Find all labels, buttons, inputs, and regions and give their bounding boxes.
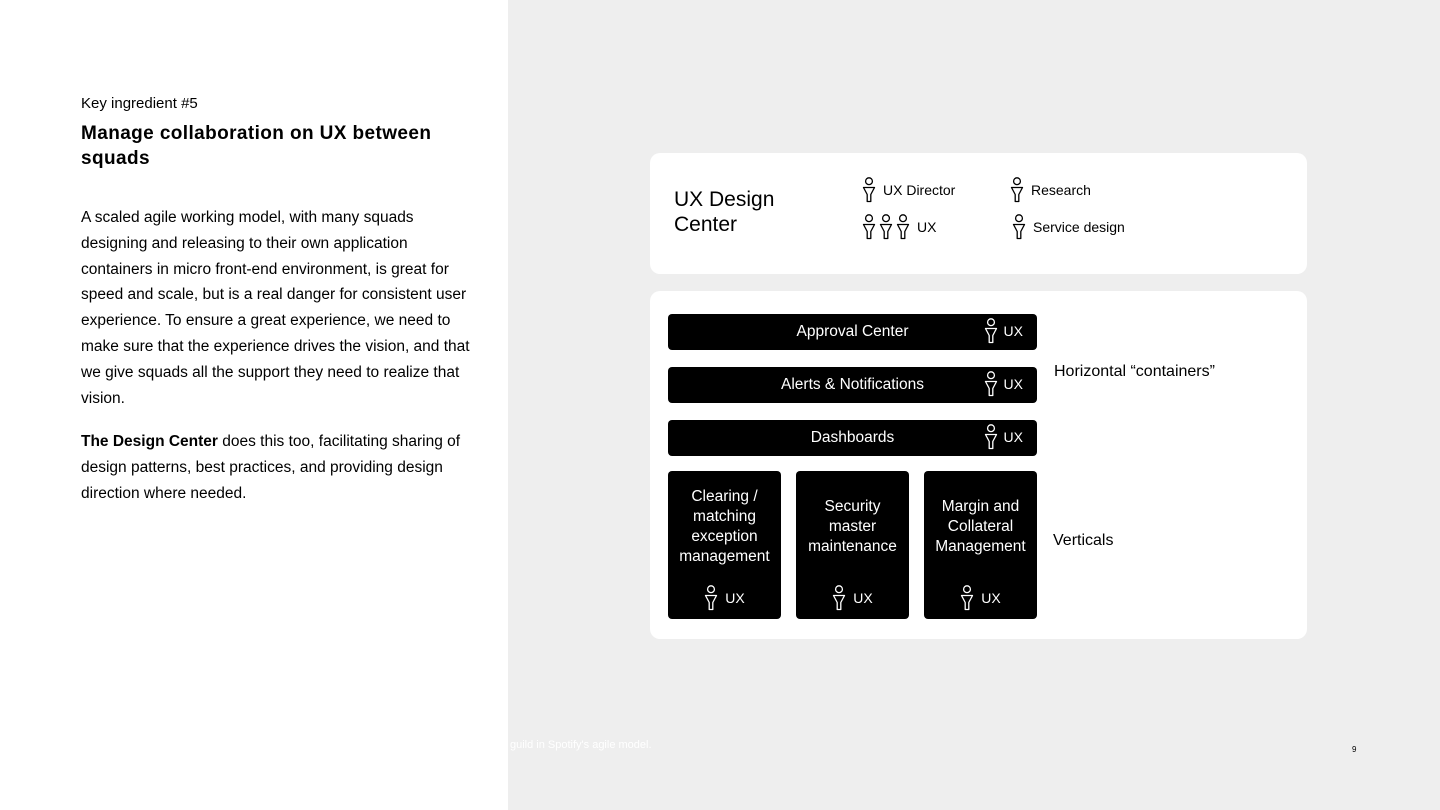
vertical-clearing-matching <box>668 471 781 619</box>
person-icon <box>832 585 846 611</box>
squads-card <box>650 291 1307 639</box>
role-research <box>1010 177 1091 203</box>
left-panel <box>0 0 508 810</box>
design-center-card <box>650 153 1307 274</box>
vertical-label: Margin and Collateral Management <box>935 498 1026 555</box>
role-icons <box>862 177 876 203</box>
person-icon <box>879 214 893 240</box>
role-icons <box>1012 214 1026 240</box>
person-icon <box>1010 177 1024 203</box>
design-center-emphasis: The Design Center <box>81 433 218 450</box>
role-label: Service design <box>1033 219 1125 235</box>
ux-tag-label: UX <box>1003 323 1023 339</box>
person-icon <box>896 214 910 240</box>
person-icon <box>862 177 876 203</box>
ux-tag <box>984 318 1023 344</box>
design-center-title: UX Design Center <box>674 188 775 236</box>
horizontal-container-dashboards <box>668 420 1037 456</box>
body-paragraph-2 <box>81 429 476 506</box>
verticals-label: Verticals <box>1053 532 1114 549</box>
eyebrow-label: Key ingredient #5 <box>81 95 198 112</box>
role-ux-director <box>862 177 955 203</box>
ux-tag-label: UX <box>725 590 745 606</box>
ux-tag <box>984 424 1023 450</box>
footnote: guild in Spotify's agile model. <box>510 739 652 751</box>
horizontal-container-approval-center <box>668 314 1037 350</box>
ux-tag-label: UX <box>853 590 873 606</box>
person-icon <box>984 424 998 450</box>
horizontal-container-alerts-notifications <box>668 367 1037 403</box>
person-icon <box>862 214 876 240</box>
person-icon <box>960 585 974 611</box>
container-label: Alerts & Notifications <box>781 376 924 393</box>
role-label: UX Director <box>883 182 956 198</box>
vertical-margin-collateral <box>924 471 1037 619</box>
person-icon <box>984 371 998 397</box>
ux-tag <box>984 371 1023 397</box>
container-label: Approval Center <box>796 323 909 340</box>
vertical-security-master <box>796 471 909 619</box>
role-icons <box>862 214 910 240</box>
role-service-design <box>1012 214 1125 240</box>
ux-tag-label: UX <box>981 590 1001 606</box>
ux-tag <box>668 585 781 611</box>
ux-tag <box>924 585 1037 611</box>
person-icon <box>984 318 998 344</box>
role-label: Research <box>1031 182 1091 198</box>
vertical-label: Security master maintenance <box>808 498 897 555</box>
container-label: Dashboards <box>810 429 895 446</box>
ux-tag-label: UX <box>1003 376 1023 392</box>
slide-title: Manage collaboration on UX between squads <box>81 123 432 169</box>
page-number: 9 <box>1352 745 1357 754</box>
person-icon <box>704 585 718 611</box>
ux-tag-label: UX <box>1003 429 1023 445</box>
role-label: UX <box>917 219 937 235</box>
body-paragraph-1: A scaled agile working model, with many squads designing and releasing to their own application containers in micro front-end environment, is great for speed and scale, but is a real danger for consistent user experience. To ensure a great experience, we need to make sure that the experience drives the vision, and that we give squads all the support they need to realize that vision. <box>81 209 470 407</box>
vertical-label: Clearing / matching exception management <box>679 488 770 565</box>
horizontal-containers-label: Horizontal “containers” <box>1054 363 1215 380</box>
person-icon <box>1012 214 1026 240</box>
role-icons <box>1010 177 1024 203</box>
ux-tag <box>796 585 909 611</box>
role-ux <box>862 214 936 240</box>
body-paragraph-2-rest: does this too, facilitating sharing of design patterns, best practices, and providing design direction where needed. <box>81 433 461 502</box>
